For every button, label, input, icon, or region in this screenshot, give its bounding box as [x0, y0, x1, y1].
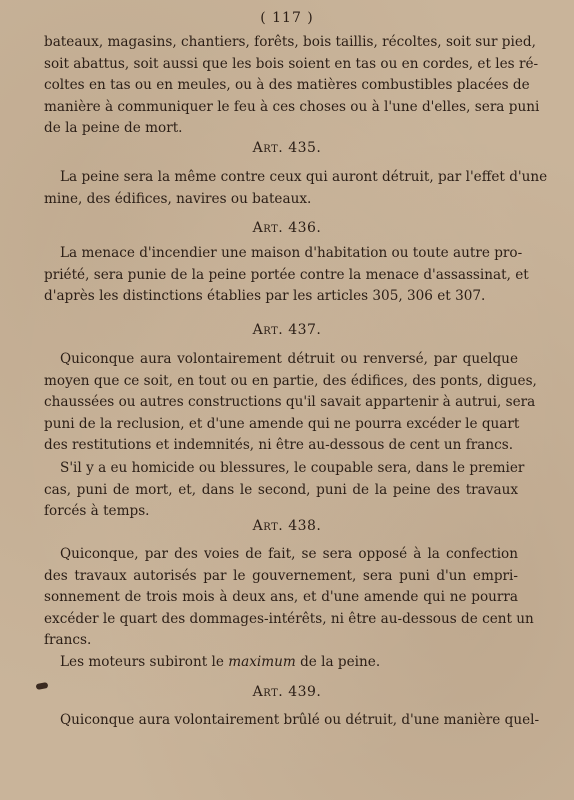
text-line: coltes en tas ou en meules, ou à des matières combustibles placées de	[44, 77, 530, 94]
article-heading-436	[0, 220, 574, 236]
paragraph-article-436	[44, 243, 529, 308]
article-number: 437.	[288, 322, 322, 338]
article-number: 435.	[288, 140, 322, 156]
article-heading-437	[0, 322, 574, 338]
article-label: Art.	[252, 220, 284, 236]
text-line: cas, puni de mort, et, dans le second, puni de la peine des travaux	[44, 481, 518, 498]
text-line: francs.	[44, 632, 92, 649]
paragraph-article-435	[44, 167, 548, 210]
text-line: sonnement de trois mois à deux ans, et d'une amende qui ne pourra	[44, 589, 518, 606]
text-line: puni de la reclusion, et d'une amende qui ne pourra excéder le quart	[44, 415, 520, 432]
text-line: des travaux autorisés par le gouvernement, sera puni d'un empri-	[44, 567, 518, 584]
text-line: Quiconque aura volontairement détruit ou renversé, par quelque	[60, 351, 518, 367]
text-line: La peine sera la même contre ceux qui auront détruit, par l'effet d'une	[60, 169, 548, 185]
article-heading-438	[0, 518, 574, 534]
paragraph-article-439	[44, 710, 540, 732]
italic-word: maximum	[228, 654, 296, 670]
paragraph-article-437-continued	[44, 458, 525, 523]
paragraph-continuation	[44, 32, 540, 140]
text-line: Quiconque aura volontairement brûlé ou détruit, d'une manière quel-	[60, 712, 540, 728]
paragraph-article-438	[44, 544, 534, 652]
article-number: 436.	[288, 220, 322, 236]
article-label: Art.	[252, 140, 284, 156]
article-heading-439	[0, 684, 574, 700]
article-number: 438.	[288, 518, 322, 534]
paragraph-article-437	[44, 349, 537, 457]
text-fragment: de la peine.	[295, 654, 381, 670]
article-heading-435	[0, 140, 574, 156]
text-line: moyen que ce soit, en tout ou en partie, des édifices, des ponts, digues,	[44, 372, 537, 389]
text-line: chaussées ou autres constructions qu'il savait appartenir à autrui, sera	[44, 394, 536, 411]
article-label: Art.	[252, 322, 284, 338]
paragraph-article-438-continued	[44, 652, 518, 674]
text-line: Quiconque, par des voies de fait, se sera opposé à la confection	[60, 546, 518, 562]
text-line: mine, des édifices, navires ou bateaux.	[44, 190, 312, 207]
page-number: ( 117 )	[260, 10, 314, 26]
text-line: S'il y a eu homicide ou blessures, le coupable sera, dans le premier	[60, 460, 525, 476]
text-line: manière à communiquer le feu à ces choses ou à l'une d'elles, sera puni	[44, 98, 540, 115]
text-line: La menace d'incendier une maison d'habitation ou toute autre pro-	[60, 245, 523, 261]
text-line: excéder le quart des dommages-intérêts, ni être au-dessous de cent un	[44, 610, 534, 627]
article-label: Art.	[252, 518, 284, 534]
text-line: priété, sera punie de la peine portée contre la menace d'assassinat, et	[44, 266, 529, 283]
article-label: Art.	[252, 684, 284, 700]
text-line: soit abattus, soit aussi que les bois soient en tas ou en cordes, et les ré-	[44, 55, 539, 72]
article-number: 439.	[288, 684, 322, 700]
text-line: de la peine de mort.	[44, 120, 183, 137]
text-fragment: Les moteurs subiront le	[60, 654, 229, 670]
text-line	[44, 652, 518, 674]
text-line: bateaux, magasins, chantiers, forêts, bois taillis, récoltes, soit sur pied,	[44, 34, 536, 50]
text-line: forcés à temps.	[44, 503, 150, 520]
text-line: des restitutions et indemnités, ni être au-dessous de cent un francs.	[44, 437, 514, 454]
text-line: d'après les distinctions établies par les articles 305, 306 et 307.	[44, 288, 486, 305]
